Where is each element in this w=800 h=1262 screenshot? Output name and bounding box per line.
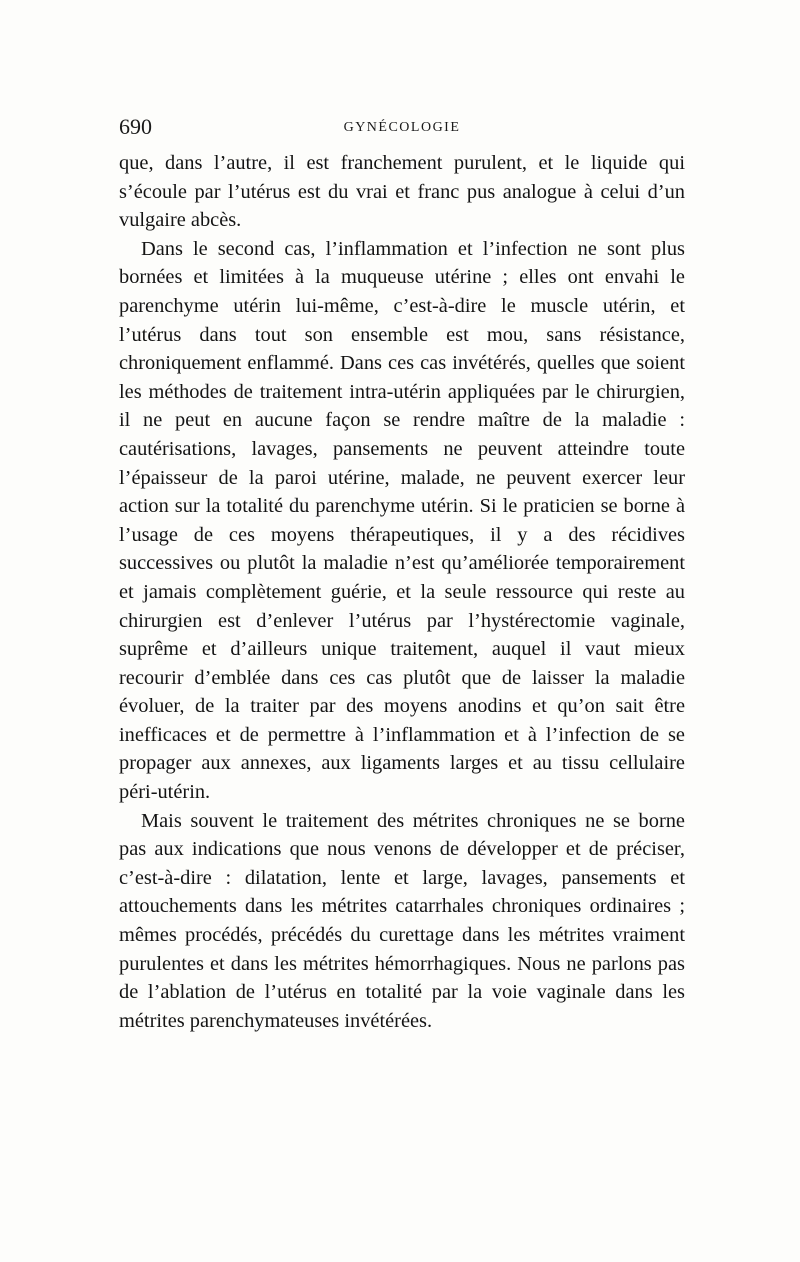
paragraph-continuation: que, dans l’autre, il est franchement purulent, et le liquide qui s’écoule par l’utérus est du vrai et franc pus analogue à celui d’un vulgaire abcès. (119, 152, 685, 232)
running-title: GYNÉCOLOGIE (343, 120, 461, 135)
page-number: 690 (119, 114, 152, 139)
paragraph: Mais souvent le traitement des métrites chroniques ne se borne pas aux indications que nous venons de développer et de préciser, c’est-à-dire : dilatation, lente et large, lavages, pansements et attouchements dans les métrites catarrhales chroniques ordinaires ; mêmes procédés, précédés du curettage dans les métrites vraiment purulentes et dans les métrites hémorrhagiques. Nous ne parlons pas de l’ablation de l’utérus en totalité par la voie vaginale dans les métrites parenchymateuses invétérées. (119, 809, 685, 1032)
paragraph: Dans le second cas, l’inflammation et l’infection ne sont plus bornées et limitées à la muqueuse utérine ; elles ont envahi le parenchyme utérin lui-même, c’est-à-dire le muscle utérin, et l’utérus dans tout son ensemble est mou, sans résistance, chroniquement enflammé. Dans ces cas invétérés, quelles que soient les méthodes de traitement intra-utérin appliquées par le chirurgien, il ne peut en aucune façon se rendre maître de la maladie : cautérisations, lavages, pansements ne peuvent atteindre toute l’épaisseur de la paroi utérine, malade, ne peuvent exercer leur action sur la totalité du parenchyme utérin. Si le praticien se borne à l’usage de ces moyens thérapeutiques, il y a des récidives successives ou plutôt la maladie n’est qu’améliorée temporairement et jamais complètement guérie, et la seule ressource qui reste au chirurgien est d’enlever l’utérus par l’hystérectomie vaginale, suprême et d’ailleurs unique traitement, auquel il vaut mieux recourir d’emblée dans ces cas plutôt que de laisser la maladie évoluer, de la traiter par des moyens anodins et qu’on sait être inefficaces et de permettre à l’inflammation et à l’infection de se propager aux annexes, aux ligaments larges et au tissu cellulaire péri-utérin. (119, 237, 685, 804)
body-text (119, 149, 685, 1035)
page-header (119, 112, 685, 142)
